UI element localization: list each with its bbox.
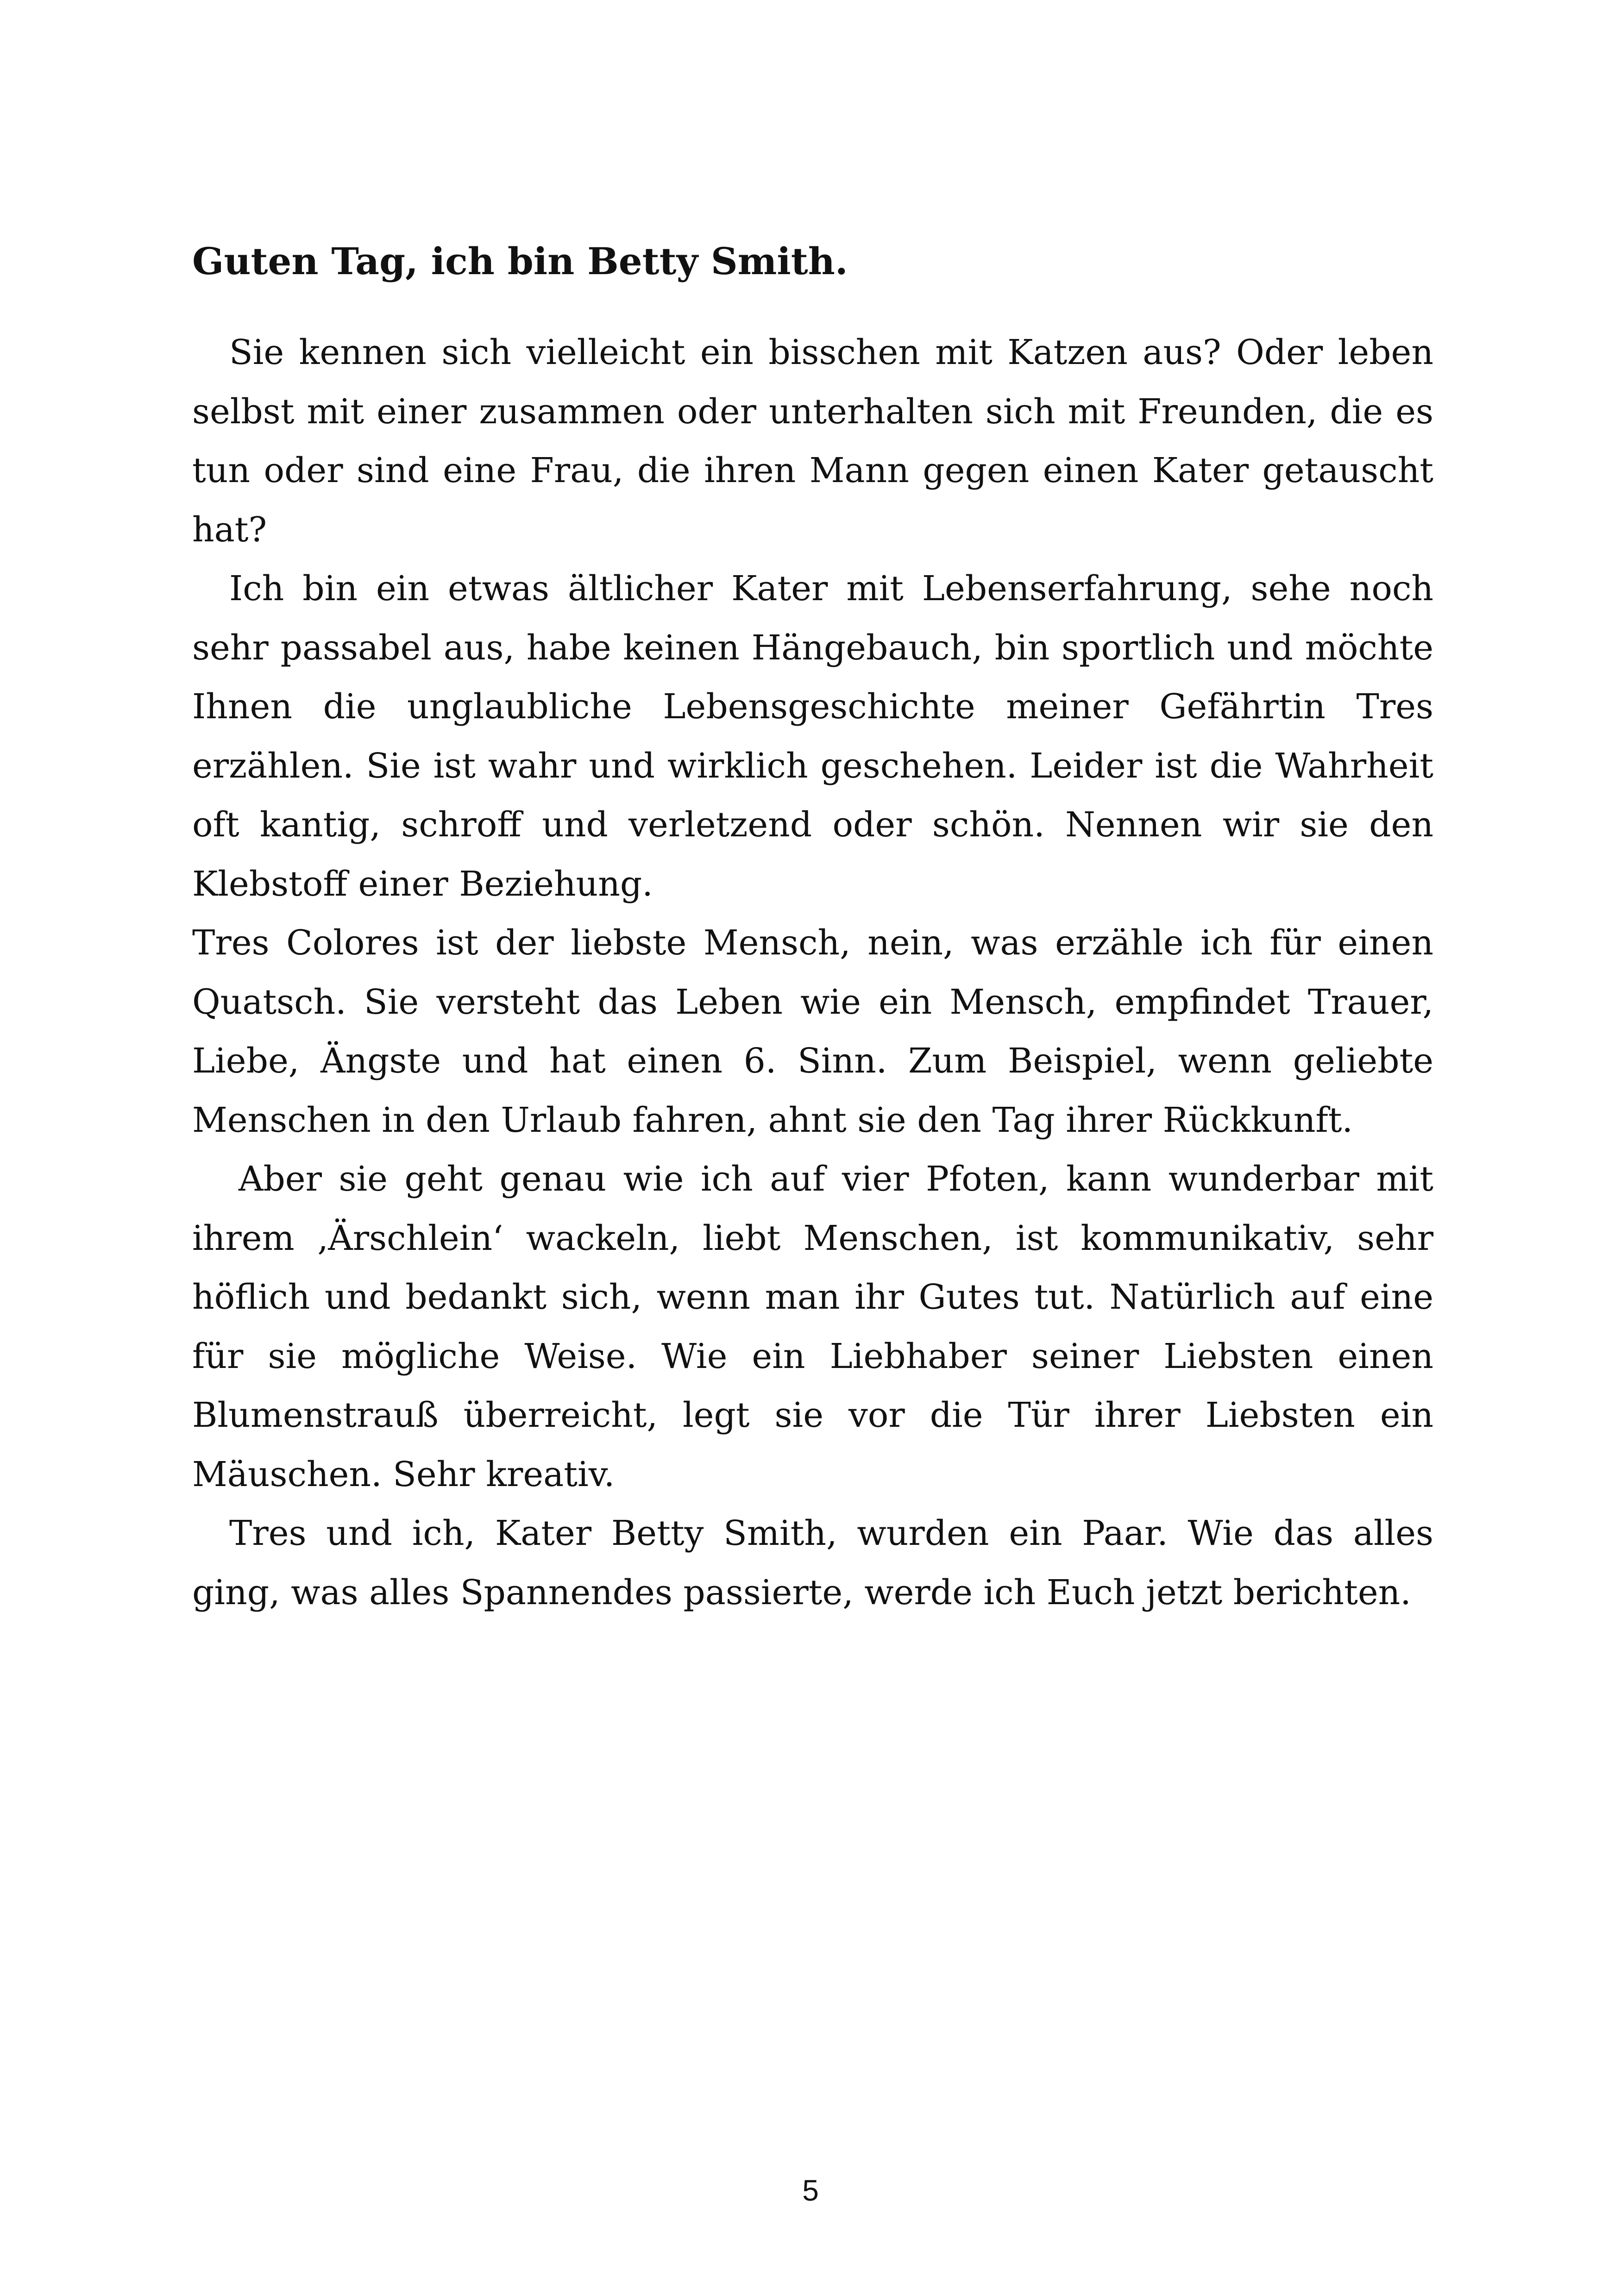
page-number: 5 <box>802 2174 819 2207</box>
paragraph-5: Tres und ich, Kater Betty Smith, wurden ein Paar. Wie das alles ging, was alles Spannendes passierte, werde ich Euch jetzt berichten. <box>192 1513 1433 1612</box>
paragraph-2: Ich bin ein etwas ältlicher Kater mit Lebenserfahrung, sehe noch sehr passabel aus, habe keinen Hängebauch, bin sportlich und möchte Ihnen die unglaubliche Lebensgeschichte meiner Gefährtin Tres erzählen. Sie ist wahr und wirklich geschehen. Leider ist die Wahrheit oft kantig, schroff und verletzend oder schön. Nennen wir sie den Klebstoff einer Beziehung. <box>192 569 1433 904</box>
paragraph-4: Aber sie geht genau wie ich auf vier Pfoten, kann wunderbar mit ihrem ‚Ärschlein‘ wackeln, liebt Menschen, ist kommunikativ, sehr höflich und bedankt sich, wenn man ihr Gutes tut. Natürlich auf eine für sie mögliche Weise. Wie ein Liebhaber seiner Liebsten einen Blumenstrauß überreicht, legt sie vor die Tür ihrer Liebsten ein Mäuschen. Sehr kreativ. <box>192 1159 1433 1494</box>
page-content <box>192 232 1433 1622</box>
paragraph-3: Tres Colores ist der liebste Mensch, nein, was erzähle ich für einen Quatsch. Sie versteht das Leben wie ein Mensch, empfindet Trauer, Liebe, Ängste und hat einen 6. Sinn. Zum Beispiel, wenn geliebte Menschen in den Urlaub fahren, ahnt sie den Tag ihrer Rückkunft. <box>192 923 1433 1140</box>
paragraph-1: Sie kennen sich vielleicht ein bisschen mit Katzen aus? Oder leben selbst mit einer zusammen oder unterhalten sich mit Freunden, die es tun oder sind eine Frau, die ihren Mann gegen einen Kater getauscht hat? <box>192 332 1433 550</box>
chapter-heading: Guten Tag, ich bin Betty Smith. <box>192 239 848 283</box>
